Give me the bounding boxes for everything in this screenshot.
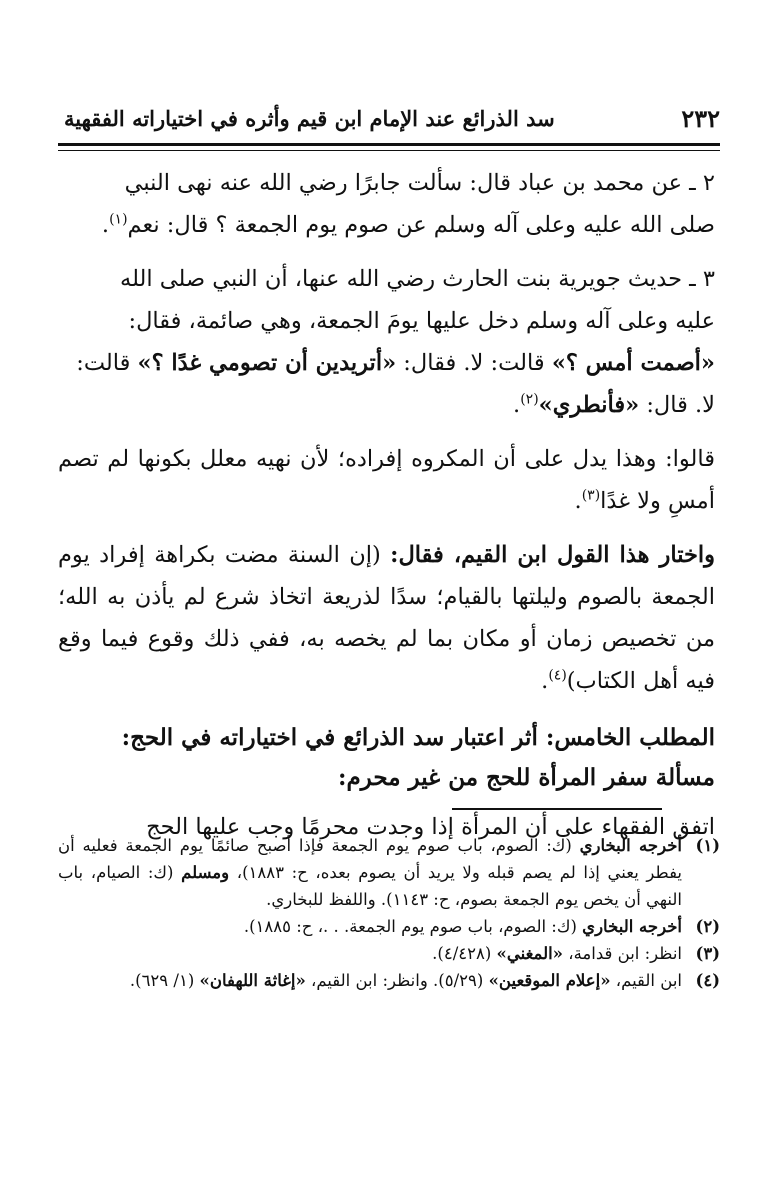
hadith-quote: «أتريدين أن تصومي غدًا ؟» <box>137 350 397 376</box>
hadith-3-line-3 <box>58 342 715 384</box>
hadith-3-end: . <box>513 392 521 418</box>
footnote-text: (ك: الصوم، باب صوم يوم الجمعة. . .، ح: ١٨٨٥). <box>243 917 577 936</box>
main-text <box>58 162 715 860</box>
page-header <box>58 104 720 138</box>
hadith-3-said: قالت: لا. فقال: <box>403 350 545 376</box>
choice-text: (إن السنة مضت بكراهة إفراد يوم الجمعة بالصوم وليلتها بالقيام؛ سدًا لذريعة اتخاذ شرع لم يأذن به الله؛ من تخصيص زمان أو مكان بما لم يخصه به، ففي ذلك وقوع فيما وقع فيه أهل الكتاب) <box>58 542 715 694</box>
footnote-ref-2[interactable]: (٢) <box>520 391 539 408</box>
choice-lead: واختار هذا القول ابن القيم، فقال: <box>390 542 716 568</box>
hadith-quote: «فأنطري» <box>538 392 640 418</box>
footnote-separator <box>452 808 662 810</box>
hadith-3-line-2: عليه وعلى آله وسلم دخل عليها يومَ الجمعة، وهي صائمة، فقال: <box>128 308 715 334</box>
ibn-qayyim-choice-paragraph <box>58 534 715 702</box>
argument-text: قالوا: وهذا يدل على أن المكروه إفراده؛ لأن نهيه معلل بكونها لم تصم أمسِ ولا غدًا <box>58 446 715 514</box>
argument-paragraph <box>58 438 715 522</box>
footnote-number: (١) <box>695 836 720 855</box>
footnote-4 <box>58 967 720 994</box>
footnote-1 <box>58 832 720 913</box>
argument-line <box>58 438 715 522</box>
footnote-text: (ك: الصيام، باب النهي أن يخص يوم الجمعة بصوم، ح: ١١٤٣). واللفظ للبخاري. <box>58 863 682 909</box>
footnote-ref-4[interactable]: (٤) <box>548 667 567 684</box>
choice-line <box>58 534 715 702</box>
footnote-book-title: «إغاثة اللهفان» <box>199 971 306 990</box>
hadith-3-line-1: ٣ ـ حديث جويرية بنت الحارث رضي الله عنها، أن النبي صلى الله <box>120 266 715 292</box>
hadith-3-paragraph <box>58 258 715 426</box>
header-rule-thin <box>58 150 720 151</box>
footnote-number: (٢) <box>695 917 720 936</box>
footnote-text: (٤/٤٢٨). <box>432 944 492 963</box>
hadith-2-end: . <box>101 212 110 238</box>
running-title: سد الذرائع عند الإمام ابن قيم وأثره في اختياراته الفقهية <box>64 106 555 131</box>
footnotes <box>58 832 720 994</box>
footnote-ref-1[interactable]: (١) <box>109 211 128 228</box>
argument-end: . <box>574 488 582 514</box>
footnote-text: (٥/٢٩). وانظر: ابن القيم، <box>311 971 484 990</box>
footnote-text: (١/ ٦٢٩). <box>129 971 195 990</box>
footnote-number: (٤) <box>695 971 720 990</box>
hadith-3-said: لا. قال: <box>646 392 715 418</box>
hadith-quote: «أصمت أمس ؟» <box>551 350 715 376</box>
section-text: اتفق الفقهاء على أن المرأة إذا وجدت محرمًا وجب عليها الحج <box>146 814 715 840</box>
section-heading: المطلب الخامس: أثر اعتبار سد الذرائع في اختياراته في الحج: <box>121 724 715 751</box>
footnote-book-title: «المغني» <box>496 944 563 963</box>
footnote-source: أخرجه البخاري <box>582 917 682 936</box>
footnote-text: ابن القيم، <box>615 971 682 990</box>
hadith-3-line-4 <box>58 384 715 426</box>
footnote-3 <box>58 940 720 967</box>
section-subheading: مسألة سفر المرأة للحج من غير محرم: <box>337 764 715 791</box>
choice-end: . <box>541 668 549 694</box>
hadith-2-paragraph <box>58 162 715 246</box>
footnote-number: (٣) <box>695 944 720 963</box>
header-rule <box>58 143 720 146</box>
footnote-ref-3[interactable]: (٣) <box>581 487 601 504</box>
footnote-text: (ك: الصوم، باب صوم يوم الجمعة فإذا أصبح صائمًا يوم الجمعة فعليه أن يفطر يعني إذا لم يصم قبله ولا يريد أن يصوم بعده، ح: ١٨٨٣)، <box>58 836 683 882</box>
page-number: ٢٣٢ <box>681 104 720 133</box>
hadith-2-line-1: ٢ ـ عن محمد بن عباد قال: سألت جابرًا رضي الله عنه نهى النبي <box>124 170 715 196</box>
footnote-book-title: «إعلام الموقعين» <box>488 971 611 990</box>
footnote-source: ومسلم <box>181 863 230 882</box>
hadith-2-line-2 <box>58 204 715 246</box>
hadith-2-text: صلى الله عليه وعلى آله وسلم عن صوم يوم الجمعة ؟ قال: نعم <box>127 212 715 238</box>
footnote-text: انظر: ابن قدامة، <box>568 944 682 963</box>
footnote-source: أخرجه البخاري <box>579 836 682 855</box>
footnote-2 <box>58 913 720 940</box>
hadith-3-said: قالت: <box>76 350 131 376</box>
